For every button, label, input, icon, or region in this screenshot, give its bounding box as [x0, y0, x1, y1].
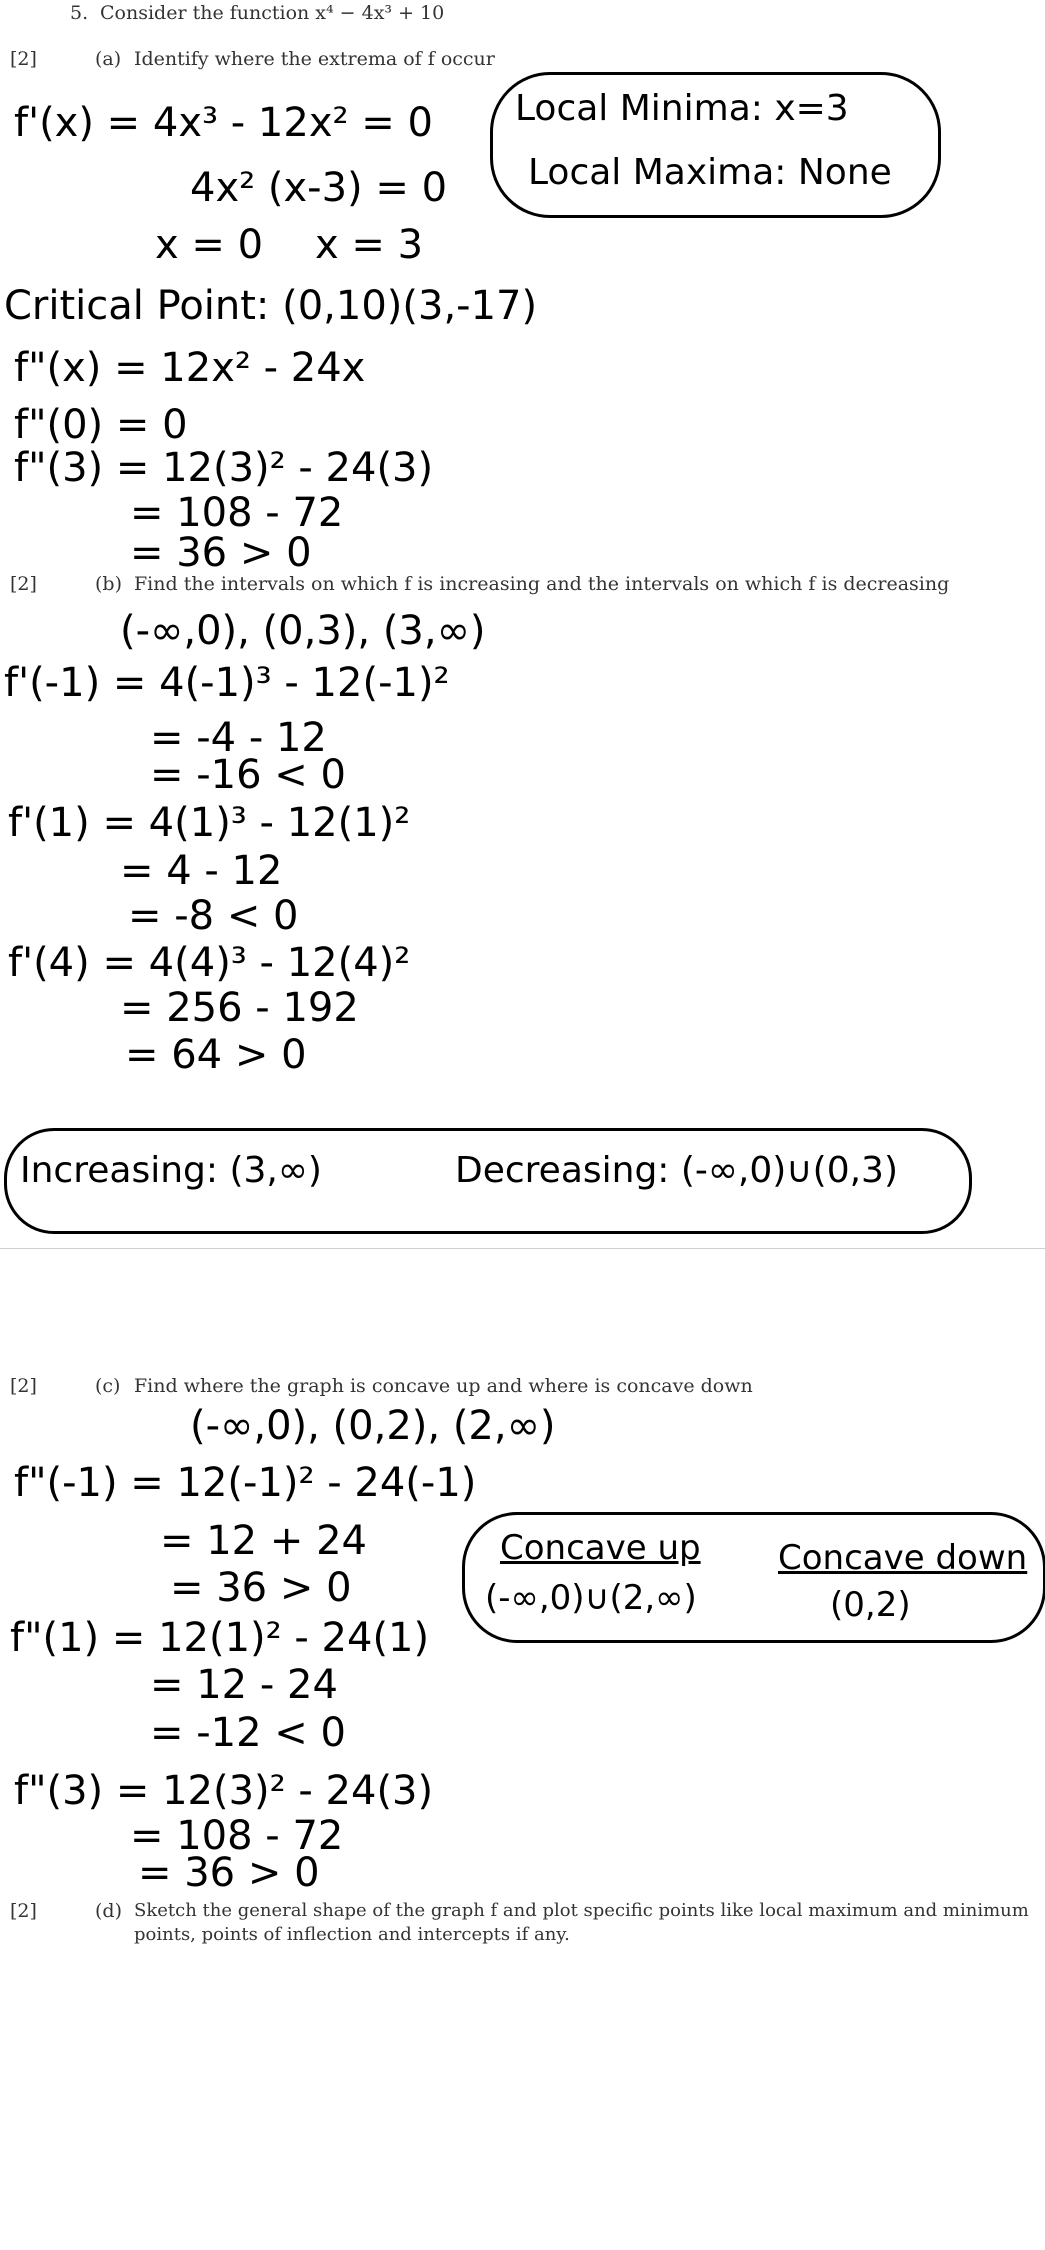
c-f2-1: f"(1) = 12(1)² - 24(1)	[10, 1615, 430, 1661]
b-f-prime-1-result: = -8 < 0	[128, 893, 299, 939]
local-maxima-answer: Local Maxima: None	[528, 152, 892, 193]
problem-statement: Consider the function x⁴ − 4x³ + 10	[100, 2, 445, 24]
b-f-prime-neg1-result: = -16 < 0	[150, 752, 346, 798]
concave-down-value: (0,2)	[830, 1585, 911, 1625]
a-root-zero: x = 0	[155, 222, 264, 268]
part-d-marks: [2]	[10, 1900, 37, 1922]
a-f2-at-3: f"(3) = 12(3)² - 24(3)	[14, 445, 434, 491]
a-f2-at-3-step: = 108 - 72	[130, 490, 344, 536]
c-f2-neg1-step: = 12 + 24	[160, 1518, 367, 1564]
part-b-label: (b)	[95, 573, 122, 595]
decreasing-answer: Decreasing: (-∞,0)∪(0,3)	[455, 1150, 898, 1191]
c-f2-3-result: = 36 > 0	[138, 1850, 320, 1896]
b-f-prime-1-step: = 4 - 12	[120, 848, 283, 894]
a-factored: 4x² (x-3) = 0	[190, 165, 448, 211]
part-b-marks: [2]	[10, 573, 37, 595]
concave-up-value: (-∞,0)∪(2,∞)	[485, 1578, 697, 1618]
part-d-text-line1: Sketch the general shape of the graph f and plot specific points like local maximum and minimum	[134, 1900, 1029, 1921]
b-intervals: (-∞,0), (0,3), (3,∞)	[120, 608, 486, 654]
a-f2-at-0: f"(0) = 0	[14, 402, 188, 448]
c-f2-1-step: = 12 - 24	[150, 1662, 338, 1708]
problem-number: 5.	[70, 2, 89, 24]
a-first-derivative: f'(x) = 4x³ - 12x² = 0	[14, 100, 433, 146]
page-divider	[0, 1248, 1045, 1249]
a-second-derivative: f"(x) = 12x² - 24x	[14, 345, 366, 391]
b-f-prime-4: f'(4) = 4(4)³ - 12(4)²	[8, 940, 411, 986]
part-a-text: Identify where the extrema of f occur	[134, 48, 495, 70]
part-d-label: (d)	[95, 1900, 122, 1922]
c-f2-1-result: = -12 < 0	[150, 1710, 346, 1756]
increasing-answer: Increasing: (3,∞)	[20, 1150, 322, 1191]
c-f2-3: f"(3) = 12(3)² - 24(3)	[14, 1768, 434, 1814]
b-f-prime-4-step: = 256 - 192	[120, 985, 359, 1031]
part-b-text: Find the intervals on which f is increasing and the intervals on which f is decreasing	[134, 573, 950, 595]
b-f-prime-1: f'(1) = 4(1)³ - 12(1)²	[8, 800, 411, 846]
part-a-label: (a)	[95, 48, 122, 70]
part-d-text-line2: points, points of inflection and intercepts if any.	[134, 1924, 570, 1945]
concave-down-title: Concave down	[778, 1538, 1028, 1578]
a-critical-points: Critical Point: (0,10)(3,-17)	[4, 283, 538, 329]
b-f-prime-neg1-step: = -4 - 12	[150, 715, 327, 761]
c-f2-3-step: = 108 - 72	[130, 1813, 344, 1859]
b-f-prime-4-result: = 64 > 0	[125, 1032, 307, 1078]
c-f2-neg1-result: = 36 > 0	[170, 1565, 352, 1611]
concave-up-title: Concave up	[500, 1528, 701, 1568]
part-a-marks: [2]	[10, 48, 37, 70]
local-minima-answer: Local Minima: x=3	[515, 88, 849, 129]
a-f2-at-3-result: = 36 > 0	[130, 530, 312, 576]
c-intervals: (-∞,0), (0,2), (2,∞)	[190, 1403, 556, 1449]
part-c-text: Find where the graph is concave up and where is concave down	[134, 1375, 753, 1397]
part-c-marks: [2]	[10, 1375, 37, 1397]
b-f-prime-neg1: f'(-1) = 4(-1)³ - 12(-1)²	[4, 660, 450, 706]
a-root-three: x = 3	[315, 222, 424, 268]
c-f2-neg1: f"(-1) = 12(-1)² - 24(-1)	[14, 1460, 477, 1506]
part-c-label: (c)	[95, 1375, 121, 1397]
